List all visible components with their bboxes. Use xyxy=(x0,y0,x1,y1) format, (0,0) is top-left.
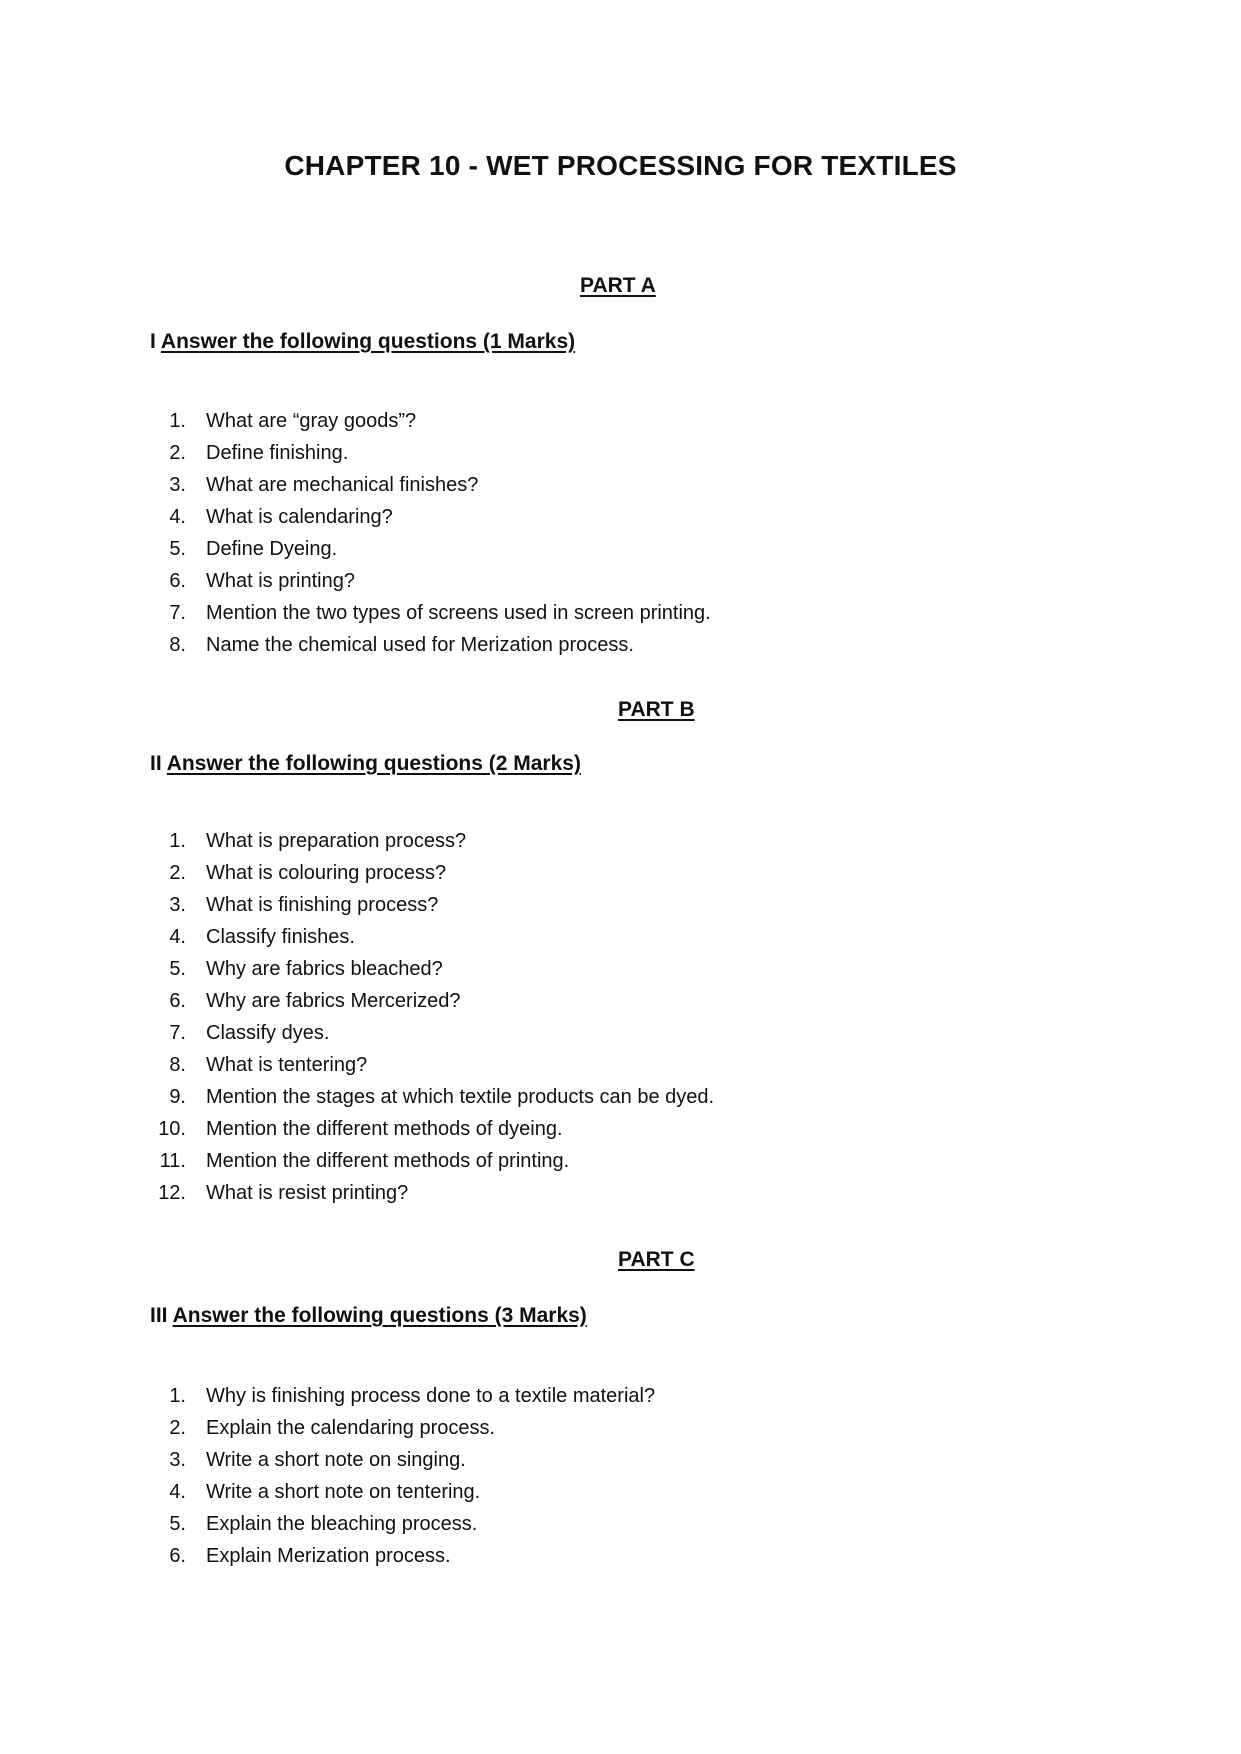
question-number: 5. xyxy=(169,958,186,980)
question-number: 11. xyxy=(159,1150,186,1172)
question-item xyxy=(150,889,714,921)
question-text: What is resist printing? xyxy=(206,1182,409,1204)
question-text: Define Dyeing. xyxy=(206,538,338,560)
question-text: Explain the bleaching process. xyxy=(206,1513,478,1535)
question-number: 10. xyxy=(158,1118,186,1140)
question-item xyxy=(150,1380,655,1412)
part-c-question-list xyxy=(150,1380,655,1572)
question-item xyxy=(150,405,711,437)
question-text: What is tentering? xyxy=(206,1054,368,1076)
question-text: Write a short note on tentering. xyxy=(206,1481,481,1503)
question-text: Mention the stages at which textile products can be dyed. xyxy=(206,1086,715,1108)
question-text: What is calendaring? xyxy=(206,506,393,528)
part-c-instruction xyxy=(150,1304,587,1328)
part-b-numeral: II xyxy=(150,752,162,775)
question-text: What is colouring process? xyxy=(206,862,447,884)
question-item xyxy=(150,1081,714,1113)
question-item xyxy=(150,825,714,857)
question-number: 2. xyxy=(169,1417,186,1439)
part-c-numeral: III xyxy=(150,1304,168,1327)
question-text: What are “gray goods”? xyxy=(206,410,417,432)
question-number: 3. xyxy=(169,474,186,496)
question-number: 6. xyxy=(169,990,186,1012)
question-item xyxy=(150,1444,655,1476)
question-number: 5. xyxy=(169,538,186,560)
question-text: Why is finishing process done to a textile material? xyxy=(206,1385,656,1407)
question-text: What is preparation process? xyxy=(206,830,467,852)
part-a-numeral: I xyxy=(150,330,156,353)
question-text: Name the chemical used for Merization process. xyxy=(206,634,634,656)
part-b-heading: PART B xyxy=(618,698,695,721)
question-number: 8. xyxy=(169,634,186,656)
question-number: 1. xyxy=(169,410,186,432)
question-item xyxy=(150,1412,655,1444)
question-item xyxy=(150,1508,655,1540)
question-number: 2. xyxy=(169,862,186,884)
question-item xyxy=(150,629,711,661)
question-item xyxy=(150,597,711,629)
question-number: 5. xyxy=(169,1513,186,1535)
question-text: Write a short note on singing. xyxy=(206,1449,466,1471)
part-a-instruction xyxy=(150,330,575,354)
question-number: 2. xyxy=(169,442,186,464)
question-text: Explain Merization process. xyxy=(206,1545,451,1567)
question-item xyxy=(150,1476,655,1508)
question-number: 6. xyxy=(169,570,186,592)
part-b-question-list xyxy=(150,825,714,1209)
question-text: Mention the different methods of dyeing. xyxy=(206,1118,563,1140)
question-item xyxy=(150,1145,714,1177)
part-c-instruction-text: Answer the following questions (3 Marks) xyxy=(172,1304,587,1327)
question-number: 6. xyxy=(169,1545,186,1567)
question-text: Why are fabrics Mercerized? xyxy=(206,990,461,1012)
question-item xyxy=(150,953,714,985)
part-a-heading: PART A xyxy=(580,274,656,297)
question-number: 4. xyxy=(169,926,186,948)
question-text: What are mechanical finishes? xyxy=(206,474,479,496)
question-text: What is printing? xyxy=(206,570,355,592)
question-item xyxy=(150,985,714,1017)
question-number: 3. xyxy=(169,894,186,916)
question-number: 8. xyxy=(169,1054,186,1076)
question-number: 12. xyxy=(158,1182,186,1204)
question-text: Classify finishes. xyxy=(206,926,355,948)
question-text: Mention the different methods of printing. xyxy=(206,1150,570,1172)
question-item xyxy=(150,857,714,889)
question-item xyxy=(150,1540,655,1572)
question-item xyxy=(150,437,711,469)
question-number: 1. xyxy=(169,1385,186,1407)
question-number: 4. xyxy=(169,506,186,528)
part-a-question-list xyxy=(150,405,711,661)
question-item xyxy=(150,501,711,533)
question-number: 7. xyxy=(169,602,186,624)
question-item xyxy=(150,921,714,953)
question-number: 7. xyxy=(169,1022,186,1044)
question-text: Define finishing. xyxy=(206,442,349,464)
part-a-instruction-text: Answer the following questions (1 Marks) xyxy=(160,330,576,353)
part-b-instruction-text: Answer the following questions (2 Marks) xyxy=(166,752,581,775)
question-text: Explain the calendaring process. xyxy=(206,1417,496,1439)
question-item xyxy=(150,1177,714,1209)
question-text: Classify dyes. xyxy=(206,1022,330,1044)
part-c-heading: PART C xyxy=(618,1248,695,1271)
part-b-instruction xyxy=(150,752,581,776)
question-number: 9. xyxy=(169,1086,186,1108)
question-item xyxy=(150,565,711,597)
question-item xyxy=(150,533,711,565)
question-item xyxy=(150,469,711,501)
question-number: 4. xyxy=(169,1481,186,1503)
question-number: 1. xyxy=(169,830,186,852)
question-text: What is finishing process? xyxy=(206,894,439,916)
question-item xyxy=(150,1017,714,1049)
page-title: CHAPTER 10 - WET PROCESSING FOR TEXTILES xyxy=(284,150,957,181)
question-number: 3. xyxy=(169,1449,186,1471)
question-item xyxy=(150,1113,714,1145)
question-text: Mention the two types of screens used in screen printing. xyxy=(206,602,711,624)
question-item xyxy=(150,1049,714,1081)
question-text: Why are fabrics bleached? xyxy=(206,958,443,980)
